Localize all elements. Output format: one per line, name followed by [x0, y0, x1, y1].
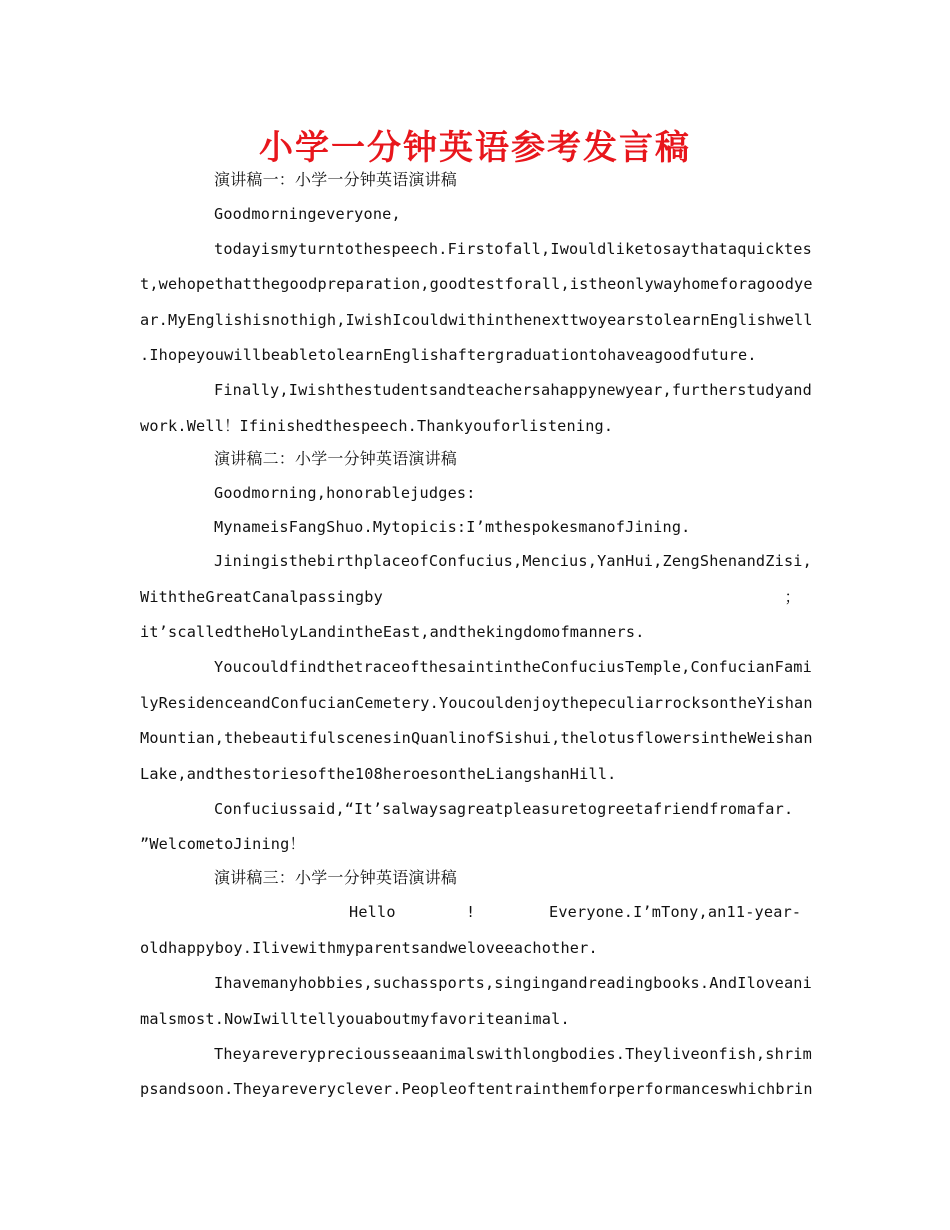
speech3-line-part: Everyone.I’mTony,an11-year-	[549, 903, 802, 921]
speech1-line: .IhopeyouwillbeabletolearnEnglishaftergraduationtohaveagoodfuture.	[140, 346, 757, 364]
speech3-line-part: !	[466, 903, 476, 921]
speech1-line: work.Well！Ifinishedthespeech.Thankyouforlistening.	[140, 417, 614, 435]
speech2-line: Confuciussaid,“It’salwaysagreatpleasuretogreetafriendfromafar.	[214, 800, 794, 818]
speech1-heading: 演讲稿一：小学一分钟英语演讲稿	[214, 170, 458, 189]
speech3-line: Ihavemanyhobbies,suchassports,singingandreadingbooks.AndIloveani	[214, 974, 812, 992]
speech2-line-punct: ；	[784, 588, 800, 606]
speech2-line: Lake,andthestoriesofthe108heroesontheLiangshanHill.	[140, 765, 617, 783]
speech2-line: Mountian,thebeautifulscenesinQuanlinofSishui,thelotusflowersintheWeishan	[140, 729, 813, 747]
speech2-line: lyResidenceandConfucianCemetery.YoucouldenjoythepeculiarrocksontheYishan	[140, 694, 813, 712]
speech2-line: it’scalledtheHolyLandintheEast,andthekingdomofmanners.	[140, 623, 645, 641]
speech1-line: Goodmorningeveryone,	[214, 205, 401, 223]
speech2-line: MynameisFangShuo.Mytopicis:I’mthespokesmanofJining.	[214, 518, 691, 536]
speech2-line: ”WelcometoJining！	[140, 835, 305, 853]
speech1-line: t,wehopethatthegoodpreparation,goodtestforall,istheonlywayhomeforagoodye	[140, 275, 813, 293]
speech2-line: JiningisthebirthplaceofConfucius,Mencius,YanHui,ZengShenandZisi,	[214, 552, 812, 570]
speech2-line: Goodmorning,honorablejudges:	[214, 484, 476, 502]
speech2-justified-line	[140, 587, 810, 607]
speech3-line: malsmost.NowIwilltellyouaboutmyfavoriteanimal.	[140, 1010, 570, 1028]
speech3-line: Theyareverypreciousseaanimalswithlongbodies.Theyliveonfish,shrim	[214, 1045, 812, 1063]
speech1-line: ar.MyEnglishisnothigh,IwishIcouldwithinthenexttwoyearstolearnEnglishwell	[140, 311, 813, 329]
speech2-heading: 演讲稿二：小学一分钟英语演讲稿	[214, 449, 458, 468]
speech1-line: todayismyturntothespeech.Firstofall,Iwouldliketosaythataquicktes	[214, 240, 812, 258]
document-title: 小学一分钟英语参考发言稿	[259, 128, 691, 168]
speech3-line-part: Hello	[349, 903, 396, 921]
speech2-line: YoucouldfindthetraceofthesaintintheConfuciusTemple,ConfucianFami	[214, 658, 812, 676]
speech2-line-text: WiththeGreatCanalpassingby	[140, 588, 383, 606]
speech3-heading: 演讲稿三：小学一分钟英语演讲稿	[214, 868, 458, 887]
speech3-line: psandsoon.Theyareveryclever.Peopleoftentrainthemforperformanceswhichbrin	[140, 1080, 813, 1098]
speech1-line: Finally,Iwishthestudentsandteachersahappynewyear,furtherstudyand	[214, 381, 812, 399]
speech3-line: oldhappyboy.Ilivewithmyparentsandweloveeachother.	[140, 939, 598, 957]
